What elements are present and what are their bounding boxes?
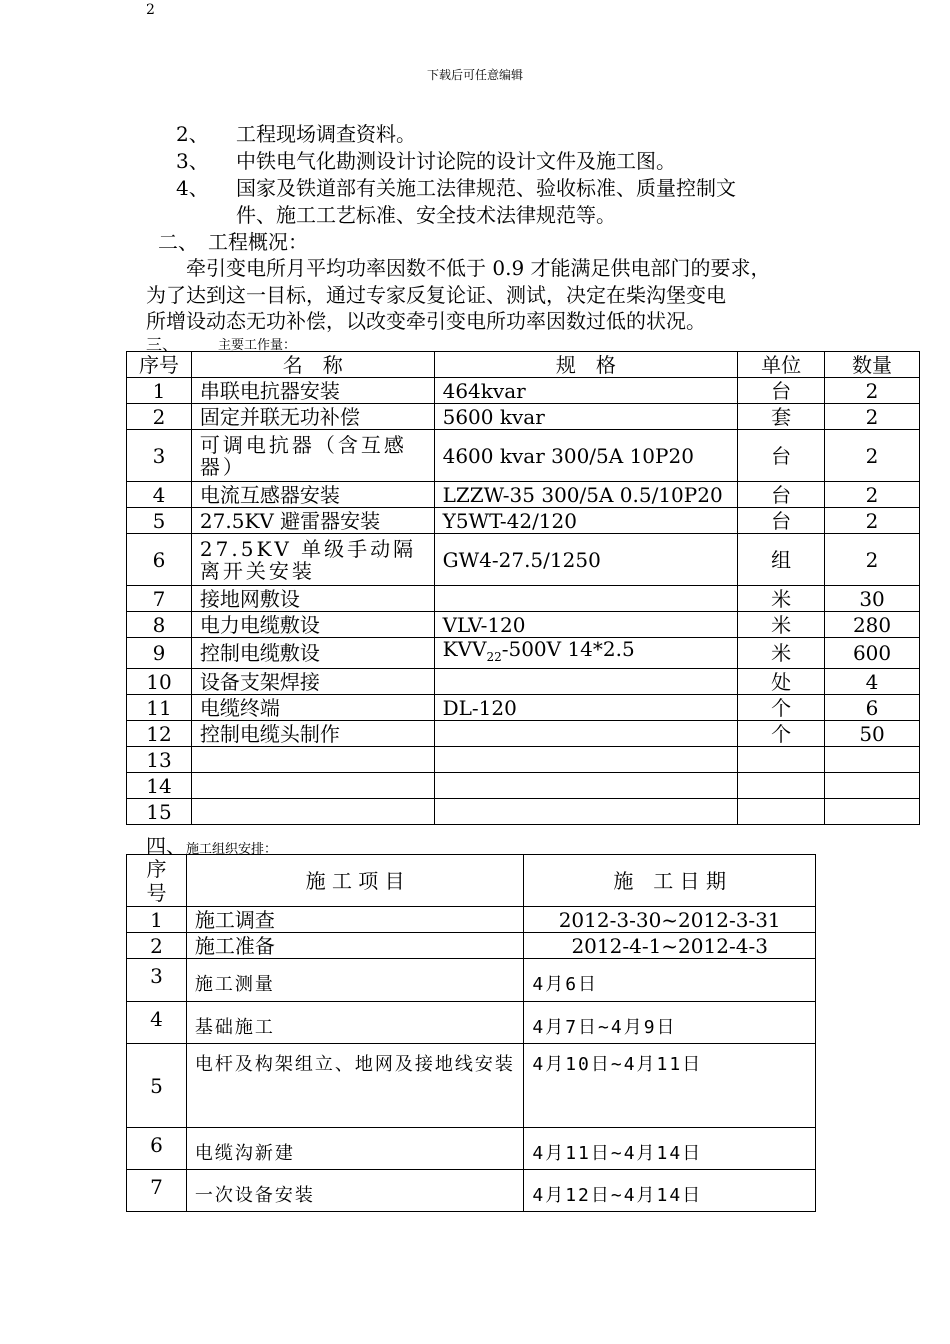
cell-date: 4月6日 — [524, 959, 816, 1002]
cell-item: 一次设备安装 — [186, 1170, 523, 1212]
cell-unit: 米 — [738, 638, 825, 669]
cell-qty — [825, 773, 920, 799]
column-header: 施 工 日 期 — [524, 855, 816, 907]
section-title: 施工组织安排： — [186, 842, 278, 857]
cell-index: 6 — [127, 534, 192, 586]
cell-spec — [434, 638, 738, 669]
cell-item: 电缆沟新建 — [186, 1128, 523, 1170]
spec-subscript: 22 — [486, 650, 502, 664]
cell-name: 固定并联无功补偿 — [191, 404, 434, 430]
cell-index: 3 — [127, 430, 192, 482]
cell-unit: 个 — [738, 721, 825, 747]
table-header-row — [127, 352, 920, 378]
cell-index: 1 — [127, 907, 187, 933]
cell-index: 3 — [127, 959, 187, 1002]
table-header-row — [127, 855, 816, 907]
cell-name: 设备支架焊接 — [191, 669, 434, 695]
column-header: 施 工 项 目 — [186, 855, 523, 907]
cell-qty: 2 — [825, 508, 920, 534]
cell-qty: 30 — [825, 586, 920, 612]
column-header: 名 称 — [191, 352, 434, 378]
table-row — [127, 747, 920, 773]
cell-index: 2 — [127, 404, 192, 430]
cell-index: 11 — [127, 695, 192, 721]
column-header: 数量 — [825, 352, 920, 378]
column-header — [127, 855, 187, 907]
table-row — [127, 612, 920, 638]
cell-spec — [434, 586, 738, 612]
cell-date: 2012-3-30~2012-3-31 — [524, 907, 816, 933]
cell-unit — [738, 747, 825, 773]
cell-unit: 台 — [738, 378, 825, 404]
cell-name: 电力电缆敷设 — [191, 612, 434, 638]
section-title: 主要工作量： — [218, 338, 297, 353]
section-heading-overview: 二、 工程概况： — [158, 230, 308, 254]
column-header: 序号 — [127, 352, 192, 378]
cell-spec: 4600 kvar 300/5A 10P20 — [434, 430, 738, 482]
cell-unit: 处 — [738, 669, 825, 695]
cell-qty: 2 — [825, 430, 920, 482]
cell-spec — [434, 669, 738, 695]
reference-text: 中铁电气化勘测设计讨论院的设计文件及施工图。 — [236, 149, 676, 173]
table-row — [127, 1128, 816, 1170]
cell-index: 9 — [127, 638, 192, 669]
spec-main: KVV — [442, 637, 487, 661]
cell-qty: 4 — [825, 669, 920, 695]
table-row — [127, 404, 920, 430]
overview-line: 所增设动态无功补偿，以改变牵引变电所功率因数过低的状况。 — [146, 309, 706, 333]
cell-name: 27.5KV 单级手动隔离开关安装 — [191, 534, 434, 586]
cell-date: 4月11日~4月14日 — [524, 1128, 816, 1170]
cell-name: 控制电缆头制作 — [191, 721, 434, 747]
cell-spec — [434, 721, 738, 747]
reference-item — [176, 172, 736, 201]
cell-unit: 套 — [738, 404, 825, 430]
cell-qty: 2 — [825, 534, 920, 586]
cell-date: 2012-4-1~2012-4-3 — [524, 933, 816, 959]
cell-index: 4 — [127, 1002, 187, 1044]
cell-name — [191, 747, 434, 773]
column-header: 规 格 — [434, 352, 738, 378]
cell-index: 12 — [127, 721, 192, 747]
table-row — [127, 669, 920, 695]
table-row — [127, 721, 920, 747]
cell-qty: 6 — [825, 695, 920, 721]
cell-index: 6 — [127, 1128, 187, 1170]
reference-number: 3、 — [176, 149, 209, 173]
cell-unit: 台 — [738, 482, 825, 508]
cell-date: 4月12日~4月14日 — [524, 1170, 816, 1212]
cell-name: 27.5KV 避雷器安装 — [191, 508, 434, 534]
cell-name: 串联电抗器安装 — [191, 378, 434, 404]
cell-index: 14 — [127, 773, 192, 799]
cell-index: 2 — [127, 933, 187, 959]
cell-index: 15 — [127, 799, 192, 825]
schedule-table — [126, 854, 816, 1212]
table-row — [127, 799, 920, 825]
header-text: 序号 — [146, 856, 167, 905]
reference-text-continued: 件、施工工艺标准、安全技术法律规范等。 — [236, 203, 616, 227]
cell-unit: 个 — [738, 695, 825, 721]
cell-qty: 2 — [825, 482, 920, 508]
cell-unit: 米 — [738, 586, 825, 612]
table-row — [127, 933, 816, 959]
cell-item: 施工调查 — [186, 907, 523, 933]
cell-index: 7 — [127, 1170, 187, 1212]
cell-spec: 464kvar — [434, 378, 738, 404]
cell-spec — [434, 747, 738, 773]
cell-spec: LZZW-35 300/5A 0.5/10P20 — [434, 482, 738, 508]
cell-index: 8 — [127, 612, 192, 638]
spec-rest: -500V 14*2.5 — [501, 637, 635, 661]
table-row — [127, 378, 920, 404]
cell-unit — [738, 773, 825, 799]
cell-spec: VLV-120 — [434, 612, 738, 638]
cell-unit: 台 — [738, 508, 825, 534]
cell-name — [191, 773, 434, 799]
table-row — [127, 534, 920, 586]
reference-text: 工程现场调查资料。 — [236, 122, 416, 146]
table-row — [127, 586, 920, 612]
cell-index: 5 — [127, 508, 192, 534]
cell-spec — [434, 773, 738, 799]
cell-name: 电缆终端 — [191, 695, 434, 721]
download-note: 下载后可任意编辑 — [426, 68, 523, 82]
cell-index: 13 — [127, 747, 192, 773]
table-row — [127, 1170, 816, 1212]
cell-spec: Y5WT-42/120 — [434, 508, 738, 534]
cell-name: 可调电抗器（含互感器） — [191, 430, 434, 482]
cell-item: 基础施工 — [186, 1002, 523, 1044]
table-row — [127, 907, 816, 933]
table-row — [127, 773, 920, 799]
cell-unit: 组 — [738, 534, 825, 586]
reference-number: 4、 — [176, 176, 209, 200]
cell-item: 施工准备 — [186, 933, 523, 959]
table-row — [127, 430, 920, 482]
table-row — [127, 1002, 816, 1044]
cell-name: 电流互感器安装 — [191, 482, 434, 508]
cell-qty: 600 — [825, 638, 920, 669]
cell-qty: 2 — [825, 378, 920, 404]
section-number: 四、 — [146, 834, 186, 858]
cell-qty — [825, 747, 920, 773]
overview-line: 为了达到这一目标，通过专家反复论证、测试，决定在柴沟堡变电 — [146, 283, 726, 307]
cell-unit: 米 — [738, 612, 825, 638]
cell-unit: 台 — [738, 430, 825, 482]
cell-index: 7 — [127, 586, 192, 612]
table-row — [127, 482, 920, 508]
table-row — [127, 508, 920, 534]
table-row — [127, 695, 920, 721]
cell-spec — [434, 799, 738, 825]
cell-index: 5 — [127, 1044, 187, 1128]
cell-date: 4月7日~4月9日 — [524, 1002, 816, 1044]
table-row — [127, 1044, 816, 1128]
cell-qty: 2 — [825, 404, 920, 430]
cell-date: 4月10日~4月11日 — [524, 1044, 816, 1128]
cell-item: 电杆及构架组立、地网及接地线安装 — [186, 1044, 523, 1128]
cell-qty: 50 — [825, 721, 920, 747]
cell-qty — [825, 799, 920, 825]
cell-name — [191, 799, 434, 825]
cell-unit — [738, 799, 825, 825]
table-row — [127, 959, 816, 1002]
cell-index: 10 — [127, 669, 192, 695]
overview-line: 牵引变电所月平均功率因数不低于 0.9 才能满足供电部门的要求， — [186, 256, 771, 280]
cell-name: 控制电缆敷设 — [191, 638, 434, 669]
reference-text: 国家及铁道部有关施工法律规范、验收标准、质量控制文 — [236, 176, 736, 200]
section-number: 三、 — [146, 335, 179, 354]
reference-item — [176, 118, 416, 147]
table-row — [127, 638, 920, 669]
reference-item — [176, 145, 676, 174]
cell-qty: 280 — [825, 612, 920, 638]
cell-spec: 5600 kvar — [434, 404, 738, 430]
column-header: 单位 — [738, 352, 825, 378]
reference-number: 2、 — [176, 122, 209, 146]
cell-item: 施工测量 — [186, 959, 523, 1002]
cell-spec: GW4-27.5/1250 — [434, 534, 738, 586]
cell-index: 4 — [127, 482, 192, 508]
workload-table — [126, 351, 920, 825]
cell-name: 接地网敷设 — [191, 586, 434, 612]
cell-index: 1 — [127, 378, 192, 404]
page-number: 2 — [146, 2, 155, 18]
cell-spec: DL-120 — [434, 695, 738, 721]
